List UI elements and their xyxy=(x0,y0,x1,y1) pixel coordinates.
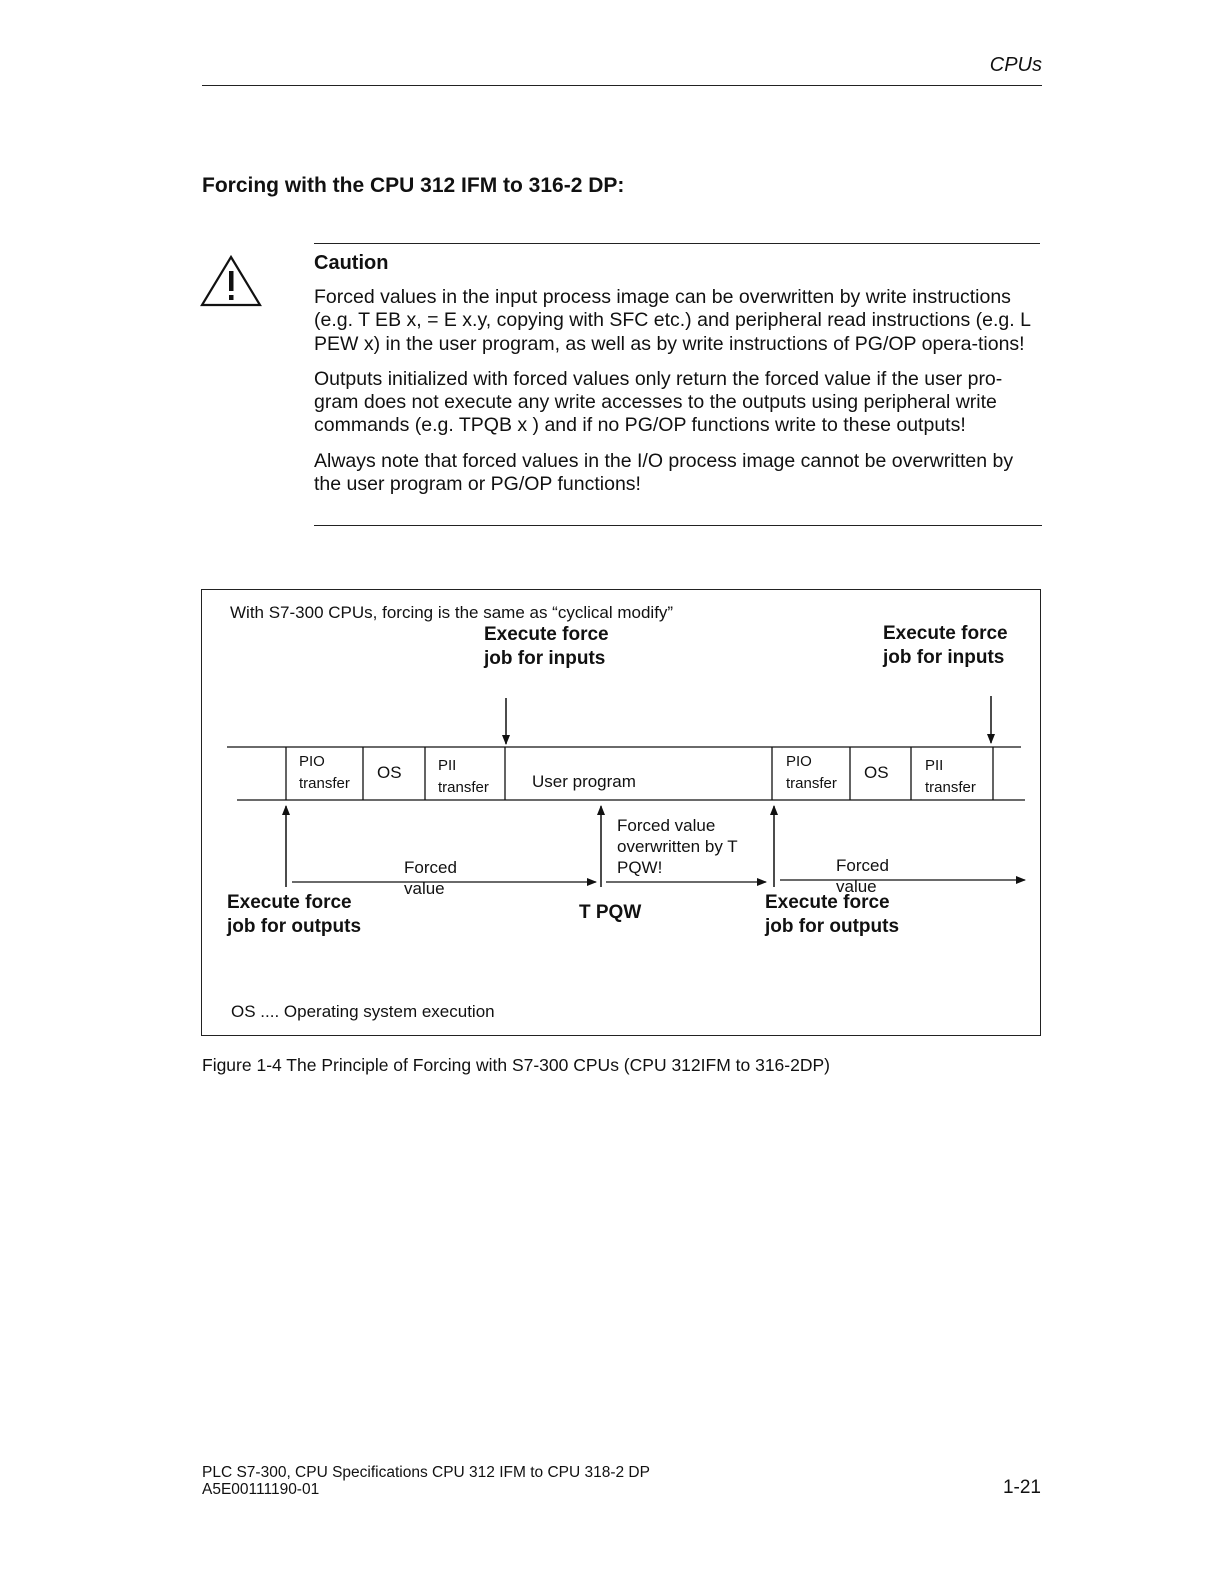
forced-value-label-1 xyxy=(404,857,457,899)
segment-pio-transfer-1 xyxy=(299,751,350,795)
execute-inputs-2-line-1: Execute force xyxy=(883,623,1008,644)
overwritten-note-line-3: PQW! xyxy=(617,858,663,877)
execute-outputs-label-2 xyxy=(765,891,899,939)
page-number: 1-21 xyxy=(1002,1477,1041,1498)
caution-paragraph-1: Forced values in the input process image can be overwritten by write instructions (e.g. T EB x, = E x.y, copying with SFC etc.) and peripheral read instructions (e.g. L PEW x) in the user program, as well as by write instructions of PG/OP opera-tions! xyxy=(314,286,1031,355)
execute-inputs-1-line-1: Execute force xyxy=(484,624,609,645)
execute-outputs-2-line-1: Execute force xyxy=(765,892,890,913)
os-legend: OS .... Operating system execution xyxy=(231,1002,495,1021)
pii-2-line-2: transfer xyxy=(925,779,976,796)
footer-doc-number: A5E00111190-01 xyxy=(202,1481,320,1498)
forced-value-2-line-1: Forced xyxy=(836,856,889,875)
pio-2-line-2: transfer xyxy=(786,775,837,792)
overwritten-note-line-2: overwritten by T xyxy=(617,837,738,856)
footer-doc-info xyxy=(202,1464,650,1498)
figure-intro-text: With S7-300 CPUs, forcing is the same as “cyclical modify” xyxy=(230,603,674,622)
figure-caption: Figure 1-4 The Principle of Forcing with S7-300 CPUs (CPU 312IFM to 316-2DP) xyxy=(202,1055,830,1075)
pio-2-line-1: PIO xyxy=(786,753,812,770)
segment-pii-transfer-1 xyxy=(438,755,489,799)
pii-2-line-1: PII xyxy=(925,757,944,774)
forced-value-2-line-2: value xyxy=(836,877,877,896)
overwritten-note-line-1: Forced value xyxy=(617,816,716,835)
header-title: CPUs xyxy=(989,54,1042,76)
forced-value-1-line-1: Forced xyxy=(404,858,457,877)
execute-outputs-1-line-2: job for outputs xyxy=(227,916,362,937)
execute-outputs-1-line-1: Execute force xyxy=(227,892,352,913)
tpqw-label: T PQW xyxy=(579,902,642,923)
segment-os-2: OS xyxy=(864,763,889,782)
pii-1-line-1: PII xyxy=(438,757,457,774)
caution-paragraph-3: Always note that forced values in the I/O process image cannot be overwritten by the user program or PG/OP functions! xyxy=(314,449,1014,496)
pii-1-line-2: transfer xyxy=(438,779,489,796)
pio-1-line-1: PIO xyxy=(299,753,325,770)
forced-value-1-line-2: value xyxy=(404,879,445,898)
execute-outputs-label-1 xyxy=(227,891,361,939)
execute-inputs-label-2 xyxy=(883,622,1008,670)
execute-inputs-1-line-2: job for inputs xyxy=(484,648,606,669)
caution-paragraph-2: Outputs initialized with forced values only return the forced value if the user pro-gram does not execute any write accesses to the outputs using peripheral write commands (e.g. TPQB x ) and if no PG/OP functions write to these outputs! xyxy=(314,367,1003,437)
overwritten-note xyxy=(617,815,738,878)
segment-pii-transfer-2 xyxy=(925,755,976,799)
execute-inputs-label-1 xyxy=(484,623,609,671)
section-heading: Forcing with the CPU 312 IFM to 316-2 DP: xyxy=(202,174,625,197)
execute-inputs-2-line-2: job for inputs xyxy=(883,647,1005,668)
caution-title: Caution xyxy=(314,252,389,274)
footer-doc-title: PLC S7-300, CPU Specifications CPU 312 IFM to CPU 318-2 DP xyxy=(202,1464,650,1481)
pio-1-line-2: transfer xyxy=(299,775,350,792)
execute-outputs-2-line-2: job for outputs xyxy=(765,916,900,937)
segment-pio-transfer-2 xyxy=(786,751,837,795)
segment-os-1: OS xyxy=(377,763,402,782)
segment-user-program: User program xyxy=(532,772,636,791)
